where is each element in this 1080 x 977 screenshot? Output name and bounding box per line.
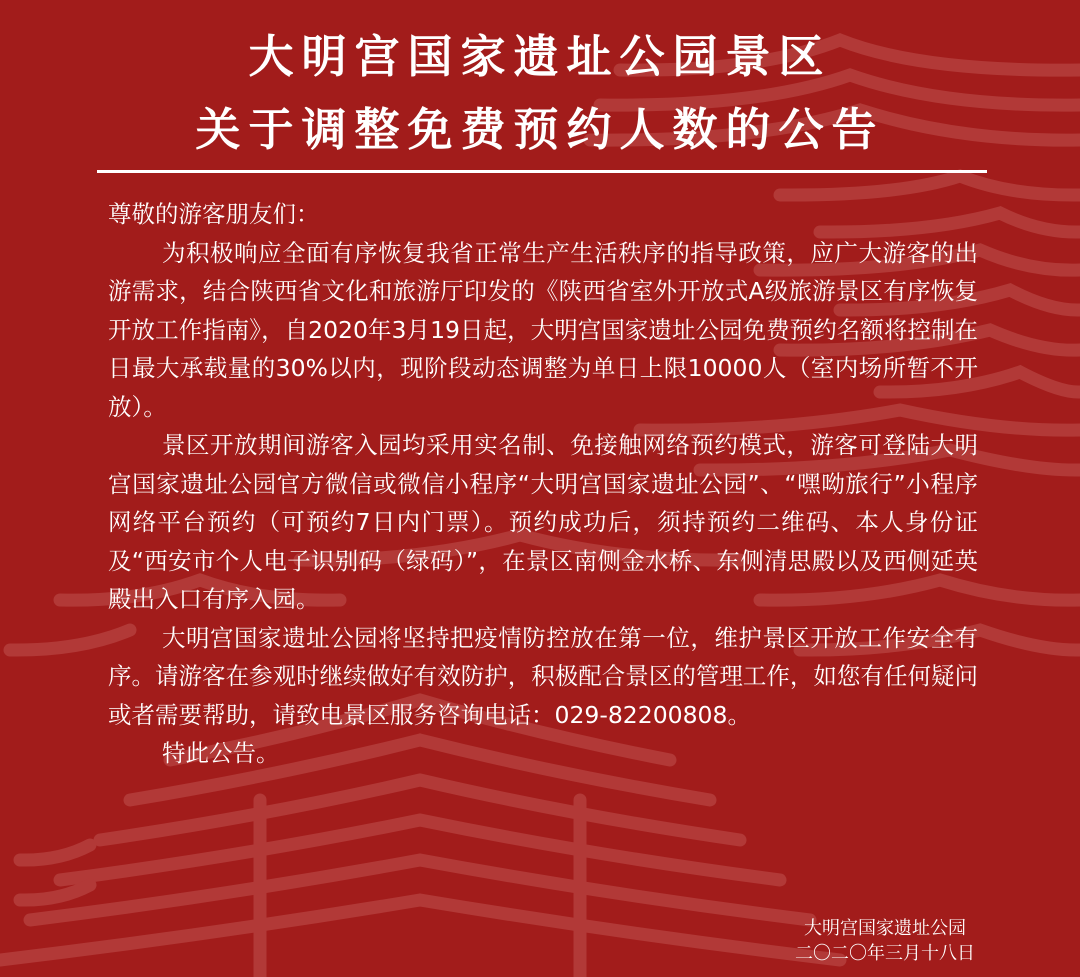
paragraph-2: 景区开放期间游客入园均采用实名制、免接触网络预约模式，游客可登陆大明宫国家遗址公园官方微信或微信小程序“大明宫国家遗址公园”、“嘿呦旅行”小程序网络平台预约（可预约7日内门票）。预约成功后，须持预约二维码、本人身份证及“西安市个人电子识别码（绿码）”，在景区南侧金水桥、东侧清思殿以及西侧延英殿出入口有序入园。 — [108, 431, 978, 613]
signature-date: 二〇二〇年三月十八日 — [795, 943, 975, 964]
salutation: 尊敬的游客朋友们： — [108, 200, 320, 228]
title-divider — [97, 170, 987, 173]
notice-body — [108, 195, 978, 773]
closing: 特此公告。 — [162, 739, 280, 767]
paragraph-3: 大明宫国家遗址公园将坚持把疫情防控放在第一位，维护景区开放工作安全有序。请游客在参观时继续做好有效防护，积极配合景区的管理工作，如您有任何疑问或者需要帮助，请致电景区服务咨询电话：029-82200808。 — [108, 623, 978, 729]
notice-title-line2: 关于调整免费预约人数的公告 — [195, 103, 885, 156]
paragraph-1: 为积极响应全面有序恢复我省正常生产生活秩序的指导政策，应广大游客的出游需求，结合陕西省文化和旅游厅印发的《陕西省室外开放式A级旅游景区有序恢复开放工作指南》，自2020年3月19日起，大明宫国家遗址公园免费预约名额将控制在日最大承载量的30%以内，现阶段动态调整为单日上限10000人（室内场所暂不开放）。 — [108, 238, 978, 421]
notice-title-line1: 大明宫国家遗址公园景区 — [248, 30, 832, 83]
signature-org: 大明宫国家遗址公园 — [804, 918, 966, 939]
signature-block — [795, 916, 975, 966]
